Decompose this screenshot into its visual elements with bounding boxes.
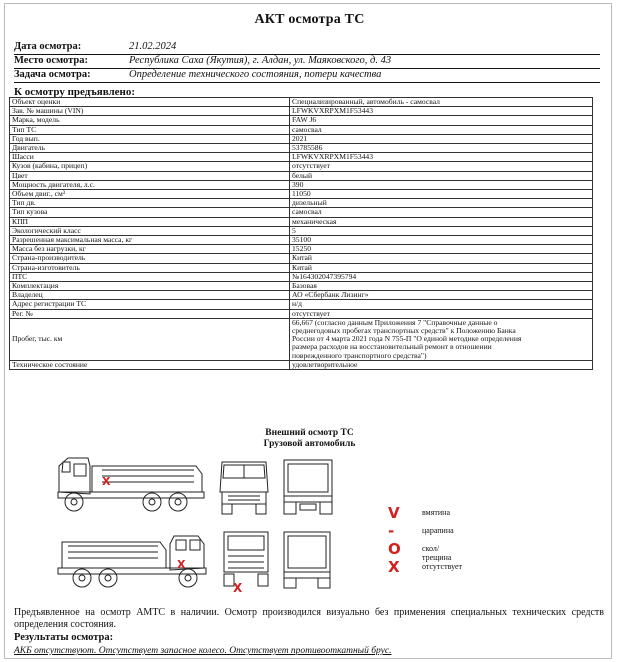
row-value: н/д [290,300,593,309]
row-label: Марка, модель [10,116,290,125]
mileage-line: 66,667 (согласно данным Приложения 7 "Справочные данные о [292,317,498,327]
row-label: Мощность двигателя, л.с. [10,180,290,189]
table-row [10,171,593,180]
row-value [290,318,593,360]
inspection-paragraph: Предъявленное на осмотр АМТС в наличии. Осмотр производился визуально без применения специальных технических средств определения состояния. [14,607,604,630]
row-value: 2021 [290,134,593,143]
meta-label: Место осмотра: [14,55,89,66]
meta-row-place [14,55,600,69]
meta-block [14,41,600,83]
row-label: Разрешенная максимальная масса, кг [10,236,290,245]
row-value: самосвал [290,208,593,217]
row-value: LFWKVXRPXM1F53443 [290,153,593,162]
meta-row-task [14,69,600,83]
row-value: №164302047395794 [290,272,593,281]
row-value: Китай [290,254,593,263]
meta-value: Республика Саха (Якутия), г. Алдан, ул. Маяковского, д. 43 [129,55,392,66]
outer-inspection-subtitle: Грузовой автомобиль [263,439,356,449]
document-title: АКТ осмотра ТС [254,12,365,27]
truck-top-rear-diagram [278,530,336,592]
results-title: Результаты осмотра: [14,632,114,643]
meta-label: Задача осмотра: [14,69,91,80]
table-row [10,116,593,125]
results-text: АКБ отсутствуют. Отсутствует запасное колесо. Отсутствует противооткатный брус. [14,646,392,656]
row-label: Тип дв. [10,199,290,208]
row-value: дизельный [290,199,593,208]
row-value: 390 [290,180,593,189]
table-row-mileage [10,318,593,360]
truck-front-diagram [214,456,274,518]
row-label: Зав. № машины (VIN) [10,107,290,116]
legend-label: царапина [422,526,454,535]
row-label: Страна-изготовитель [10,263,290,272]
mileage-line: среднегодовых пробегах транспортных средств" к Положению Банка [292,326,516,336]
outer-inspection-title: Внешний осмотр ТС [265,428,354,438]
row-value: Специализированный, автомобиль - самосвал [290,98,593,107]
truck-side-left-diagram [54,452,209,518]
meta-label: Дата осмотра: [14,41,82,52]
scratch-symbol: - [388,522,395,540]
truck-top-front-diagram [218,528,274,594]
row-label: Рег. № [10,309,290,318]
row-label: Кузов (кабина, прицеп) [10,162,290,171]
row-value: FAW J6 [290,116,593,125]
row-label: Пробег, тыс. км [10,318,290,360]
meta-value: 21.02.2024 [129,41,177,52]
damage-mark-x: X [102,475,111,488]
meta-value: Определение технического состояния, потери качества [129,69,382,80]
row-value: 11050 [290,190,593,199]
row-label: Масса без нагрузки, кг [10,245,290,254]
row-label: Тип ТС [10,125,290,134]
meta-row-date [14,41,600,55]
row-value: 53785586 [290,144,593,153]
truck-rear-diagram [278,456,338,518]
row-value: АО «Сбербанк Лизинг» [290,291,593,300]
row-label: Объект оценки [10,98,290,107]
row-value: Китай [290,263,593,272]
row-value: отсутствует [290,309,593,318]
row-value: самосвал [290,125,593,134]
row-label: Страна-производитель [10,254,290,263]
row-label: Тип кузова [10,208,290,217]
missing-symbol: X [388,558,400,576]
row-label: Цвет [10,171,290,180]
row-label: Объем двиг., см³ [10,190,290,199]
row-value: 15250 [290,245,593,254]
row-value: LFWKVXRPXM1F53443 [290,107,593,116]
row-label: КПП [10,217,290,226]
table-row [10,125,593,134]
row-value: 5 [290,226,593,235]
table-row [10,309,593,318]
row-label: Экологический класс [10,226,290,235]
legend-label: скол/трещина [422,544,452,562]
row-value: белый [290,171,593,180]
row-label: Владелец [10,291,290,300]
row-label: Адрес регистрации ТС [10,300,290,309]
mileage-line: России от 4 марта 2021 года N 755-П "О единой методике определения [292,334,522,344]
row-value: Базовая [290,282,593,291]
row-label: Комплектация [10,282,290,291]
table-row [10,300,593,309]
damage-mark-x: X [233,581,243,594]
row-label: Двигатель [10,144,290,153]
mileage-line: размера расходов на восстановительный ремонт в отношении [292,342,492,352]
legend-label: отсутствует [422,562,463,571]
table-row [10,208,593,217]
row-label: Шасси [10,153,290,162]
row-value: удовлетворительное [290,360,593,369]
truck-side-right-diagram [54,528,209,594]
mileage-line: поврежденного транспортного средства") [292,350,427,360]
table-row [10,263,593,272]
table-row [10,217,593,226]
table-row [10,254,593,263]
section-title: К осмотру предъявлено: [14,86,136,98]
row-label: ПТС [10,272,290,281]
row-value: отсутствует [290,162,593,171]
row-value: механическая [290,217,593,226]
legend-label: вмятина [422,508,450,517]
row-label: Техническое состояние [10,360,290,369]
dent-symbol: V [388,504,400,522]
vehicle-table [9,97,593,370]
chip-symbol: O [388,540,401,558]
row-label: Год вып. [10,134,290,143]
table-row [10,162,593,171]
row-value: 35100 [290,236,593,245]
table-row [10,360,593,369]
damage-mark-x: X [177,558,186,571]
